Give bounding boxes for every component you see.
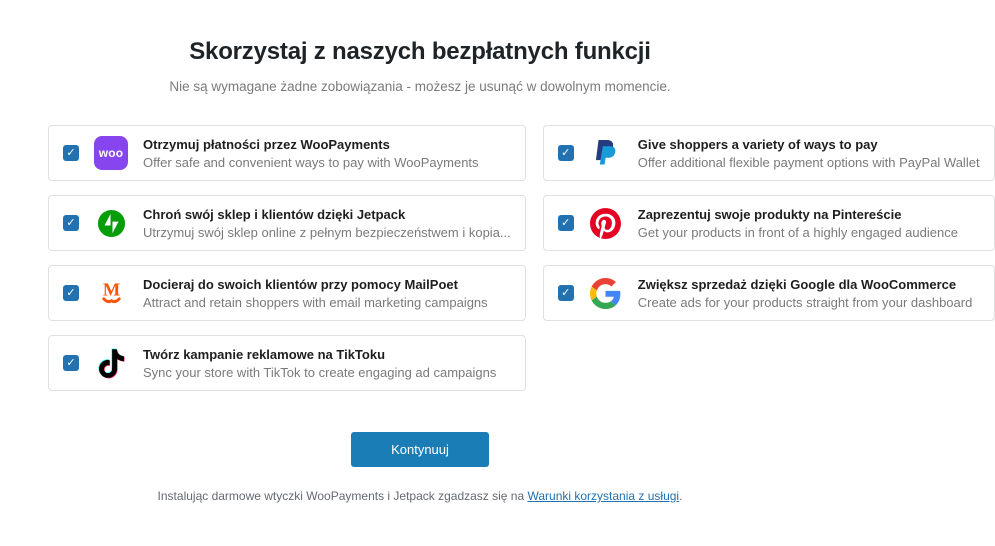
feature-title: Zaprezentuj swoje produkty na Pintereście xyxy=(637,206,902,222)
feature-description: Offer safe and convenient ways to pay with WooPayments xyxy=(143,154,479,170)
feature-description: Get your products in front of a highly engaged audience xyxy=(637,224,958,240)
feature-checkbox[interactable] xyxy=(558,145,574,161)
mailpoet-icon xyxy=(93,275,129,311)
terms-note-period: . xyxy=(679,489,683,503)
feature-card-tiktok[interactable] xyxy=(48,335,526,391)
feature-card-woopayments[interactable] xyxy=(48,125,526,181)
feature-checkbox[interactable] xyxy=(558,285,574,301)
feature-description: Attract and retain shoppers with email marketing campaigns xyxy=(143,294,488,310)
feature-description: Offer additional flexible payment options with PayPal Wallet xyxy=(637,154,980,170)
page-subtitle: Nie są wymagane żadne zobowiązania - możesz je usunąć w dowolnym momencie. xyxy=(169,79,671,94)
terms-note xyxy=(48,489,792,503)
page-title: Skorzystaj z naszych bezpłatnych funkcji xyxy=(189,38,651,65)
terms-note-text: Instalując darmowe wtyczki WooPayments i Jetpack zgadzasz się na xyxy=(157,489,528,503)
feature-title: Give shoppers a variety of ways to pay xyxy=(637,136,878,152)
features-grid xyxy=(48,125,980,391)
woopayments-icon: woo xyxy=(93,135,129,171)
pinterest-icon xyxy=(588,205,624,241)
continue-button[interactable]: Kontynuuj xyxy=(351,432,489,467)
feature-card-google[interactable] xyxy=(543,265,995,321)
feature-title: Chroń swój sklep i klientów dzięki Jetpack xyxy=(143,206,406,222)
terms-link[interactable]: Warunki korzystania z usługi xyxy=(527,489,680,503)
feature-title: Docieraj do swoich klientów przy pomocy MailPoet xyxy=(143,276,458,292)
feature-title: Zwiększ sprzedaż dzięki Google dla WooCommerce xyxy=(637,276,957,292)
free-features-page xyxy=(48,0,980,503)
google-icon xyxy=(588,275,624,311)
feature-card-paypal[interactable] xyxy=(543,125,995,181)
feature-checkbox[interactable] xyxy=(63,355,79,371)
feature-description: Utrzymuj swój sklep online z pełnym bezpieczeństwem i kopia... xyxy=(143,224,511,240)
feature-description: Sync your store with TikTok to create engaging ad campaigns xyxy=(143,364,497,380)
feature-checkbox[interactable] xyxy=(63,215,79,231)
feature-card-mailpoet[interactable] xyxy=(48,265,526,321)
feature-checkbox[interactable] xyxy=(558,215,574,231)
feature-title: Otrzymuj płatności przez WooPayments xyxy=(143,136,390,152)
tiktok-icon xyxy=(93,345,129,381)
paypal-icon xyxy=(588,135,624,171)
feature-card-jetpack[interactable] xyxy=(48,195,526,251)
svg-text:M: M xyxy=(102,278,120,299)
feature-card-pinterest[interactable] xyxy=(543,195,995,251)
feature-title: Twórz kampanie reklamowe na TikToku xyxy=(143,346,386,362)
feature-checkbox[interactable] xyxy=(63,145,79,161)
jetpack-icon xyxy=(93,205,129,241)
feature-description: Create ads for your products straight from your dashboard xyxy=(637,294,973,310)
actions-row xyxy=(48,432,792,467)
feature-checkbox[interactable] xyxy=(63,285,79,301)
